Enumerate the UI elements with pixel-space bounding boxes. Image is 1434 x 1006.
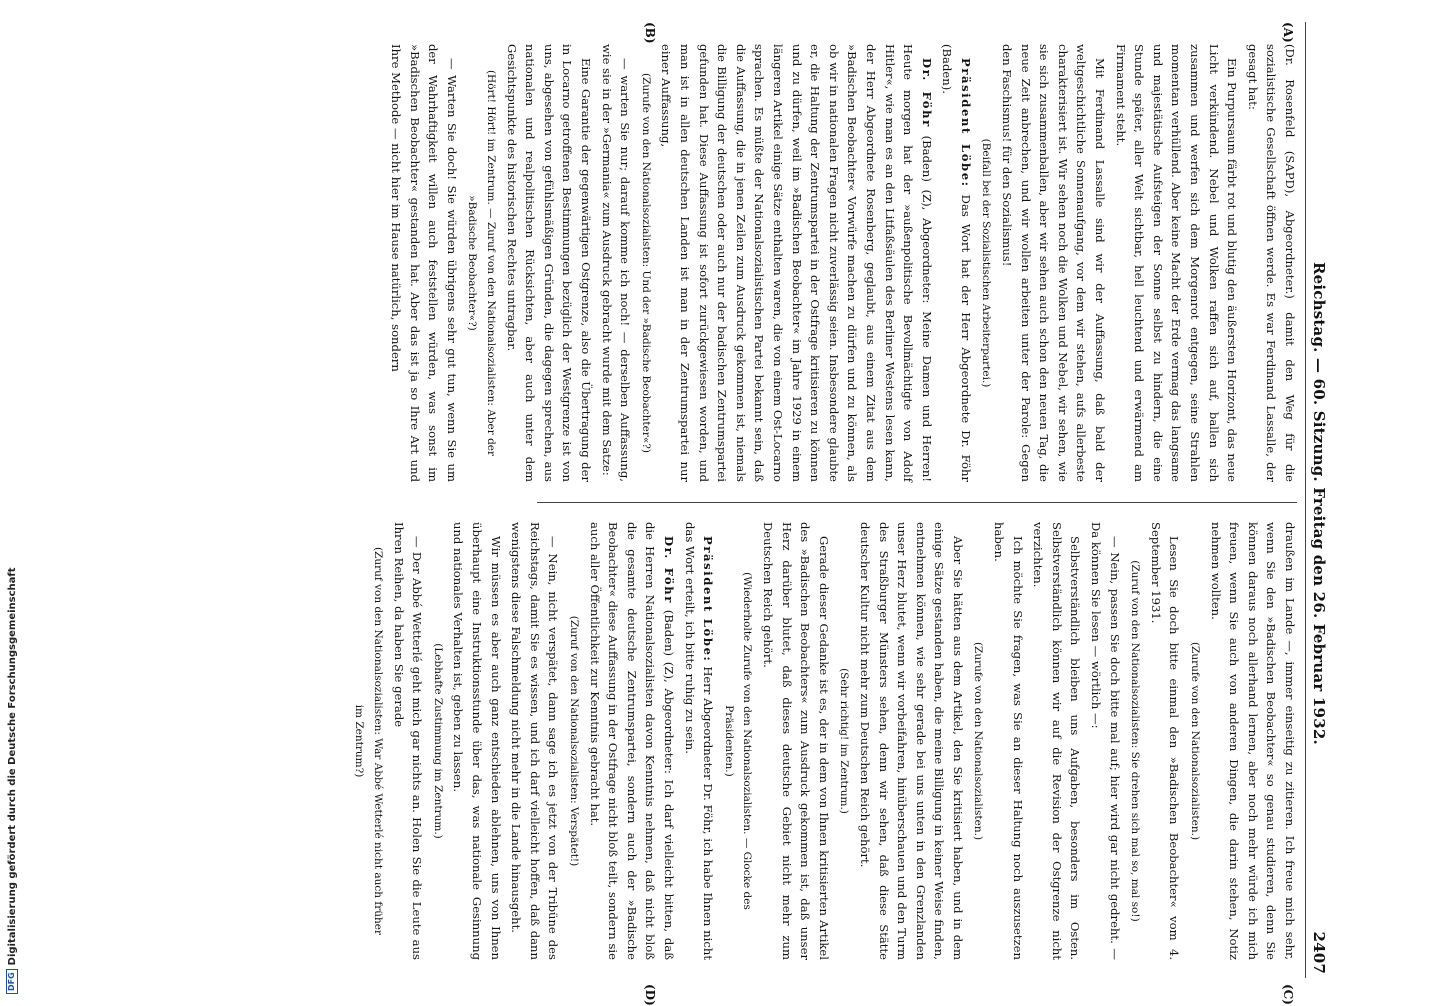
paragraph: Wir müssen es aber auch ganz entschieden ablehnen, uns von Ihnen überhaupt eine Instruktionsstunde über das, was nationale Gesinnung und nationales Verhalten ist, geben zu lassen. — [451, 522, 503, 960]
quote-paragraph: Selbstverständlich bleiben uns Aufgaben, besonders im Osten. Selbstverständlich können wir auf die Revision der Ostgrenze nicht verzichten. — [1031, 522, 1083, 960]
speaker-paragraph — [938, 44, 975, 482]
speech-text: (Baden) (Z), Abgeordneter: Meine Damen und Herren! Heute morgen hat der »außenpolitische Bevollmächtigte von Adolf Hitler«, wie man es an den Litfaßsäulen des Berliner Westens lesen kann, der Herr Abgeordnete Rosenberg, geglaubt, aus einem Zitat aus dem »Badischen Beobachter« Vorwürfe machen zu dürfen und zu können, als ob wir in nationalen Fragen nicht zuverlässig seien. Insbesondere glaubte er, die Haltung der Zentrumspartei in der Ostfrage kritisieren zu können und zu dürfen, weil im »Badischen Beobachter« im Jahre 1929 in einem längeren Artikel einige Sätze enthalten waren, die von einem Ost-Locarno sprachen. Es müßte der Nationalsozialistischen Partei bekannt sein, daß die Auffassung, die in jenen Zeilen zum Ausdruck gekommen ist, niemals die Billigung der deutschen oder auch nur der badischen Zentrumspartei gefunden hat. Diese Auffassung ist sofort zurückgewiesen worden, und man ist in allen deutschen Landen ist man in der Zentrumspartei nur einer Auffassung, — [659, 44, 934, 483]
paragraph: draußen im Lande —, immer einseitig zu zitieren. Ich freue mich sehr, wenn Sie den »Badischen Beobachter« so genau studieren, denn Sie können daraus noch allerhand lernen, aber noch mehr würde ich mich freuen, wenn Sie auch von anderen Dingen, die darin stehen, Notiz nehmen wollten. — [1208, 522, 1297, 960]
paragraph: Aber Sie hätten aus dem Artikel, den Sie kritisiert haben, und in dem einige Sätze gestanden haben, die meine Billigung in keiner Weise finden, entnehmen können, wie sehr gerade bei uns unten in den Grenzlanden unser Herz blutet, wenn wir vorbeifahren, hinüberschauen und den Turm des Straßburger Münsters sehen, denn wir sehen, daß diese Stätte deutscher Kultur nicht mehr zum Deutschen Reich gehört. — [857, 522, 965, 960]
credit-text: Digitalisierung gefördert durch die Deutsche Forschungsgemeinschaft — [7, 567, 18, 966]
rotated-document-page — [112, 0, 1342, 1006]
speaker-name: Dr. Föhr — [662, 536, 676, 604]
interjection: (Zuruf von den Nationalsozialisten: War Abbé Wetterlé nicht auch früher im Zentrum?) — [353, 546, 385, 936]
left-column — [385, 44, 1300, 482]
interjection: (Zuruf von den Nationalsozialisten: Verspätet!) — [568, 615, 581, 867]
speaker-name: Präsident Löbe: — [701, 536, 716, 663]
speech-text: (Baden) (Z), Abgeordneter: Ich darf vielleicht bitten, daß die Herren Nationalsozialisten davon Kenntnis nehmen, daß nicht bloß die gesamte deutsche Zentrumspartei, sondern auch der »Badische Beobachter« diese Auffassung in der Ostfrage nicht bloß teilt, sondern sie auch aller Öffentlichkeit zur Kenntnis gebracht hat. — [587, 522, 676, 960]
speaker-paragraph — [585, 522, 678, 960]
page-number: 2407 — [1310, 931, 1328, 974]
paragraph: — Warten Sie doch! Sie würden übrigens sehr gut tun, wenn Sie um der Wahrhaftigkeit willen auch feststellen würden, was sonst im »Badischen Beobachter« gestanden hat. Aber das ist ja so Ihre Art und Ihre Methode — nicht hier im Hause natürlich, sondern — [389, 44, 459, 482]
interjection: (Zurufe von den Nationalsozialisten: Und der »Badische Beobachter«?) — [639, 72, 652, 454]
interjection: (Zurufe von den Nationalsozialisten.) — [1189, 641, 1202, 841]
quote-paragraph: Ein Purpursaum färbt rot und blutig den äußersten Horizont, das neue Licht verkündend. Nebel und Wolken raffen sich auf, ballen sich zusammen und werfen sich dem Morgenrot entgegen, seine Strahlen momentan verhüllend. Aber keine Macht der Erde vermag das langsame und majestätische Aufsteigen der Sonne selbst zu hindern, die eine Stunde später, aller Welt sichtbar, hell leuchtend und erwärmend am Firmament steht. — [1113, 44, 1240, 482]
speaker-paragraph — [680, 522, 717, 960]
interjection: (Wiederholte Zurufe von den Nationalsozialisten. — Glocke des Präsidenten.) — [722, 572, 754, 910]
speaker-name: Präsident Löbe: — [958, 58, 973, 188]
paragraph: (Dr. Rosenfeld (SAPD), Abgeordneter.) damit den Weg für die sozialistische Gesellschaft öffnen werde. Es war Ferdinand Lassalle, der gesagt hat: — [1245, 44, 1297, 482]
margin-mark-b: (B) — [643, 22, 657, 44]
margin-mark-c: (C) — [1281, 984, 1295, 1005]
paragraph: Ich möchte Sie fragen, was Sie an dieser Haltung noch auszusetzen haben. — [992, 522, 1025, 960]
two-column-body — [109, 22, 1299, 1006]
page-title: Reichstag. — 60. Sitzung. Freitag den 26. Februar 1932. — [1310, 262, 1328, 745]
paragraph: — Der Abbé Wetterlé geht mich gar nichts an. Holen Sie die Leute aus Ihren Reihen, da haben Sie gerade — [391, 522, 425, 960]
speaker-name: Dr. Föhr — [919, 58, 934, 128]
interjection: (Zuruf von den Nationalsozialisten: Sie drehen sich mal so, mal so!) — [1129, 560, 1142, 922]
dfg-logo: DFG — [6, 969, 18, 994]
paragraph: — Nein, passen Sie doch bitte mal auf; hier wird gar nicht gedreht. — Da können Sie lesen — wörtlich —: — [1089, 522, 1122, 960]
column-divider — [537, 502, 1297, 503]
speech-text: Herr Abgeordneter Dr. Föhr, ich habe Ihnen nicht das Wort erteilt, ich bitte ruhig zu sein. — [682, 522, 716, 960]
digitization-credit — [6, 0, 18, 994]
speaker-paragraph — [657, 44, 936, 482]
interjection: (Lebhafte Zustimmung im Zentrum.) — [431, 643, 444, 839]
speech-text: Das Wort hat der Herr Abgeordnete Dr. Föhr (Baden). — [940, 44, 973, 482]
paragraph: — warten Sie nur; darauf komme ich noch! — derselben Auffassung, wie sie in der »Germania« zum Ausdruck gebracht wurde mit dem Satze: — [599, 44, 633, 482]
paragraph: Mit Ferdinand Lassalle sind wir der Auffassung, daß bald der weltgeschichtliche Sonnenaufgang, vor dem wir stehen, aufs allerbeste charakterisiert ist. Wir sehen noch die Wolken und Nebel, wir sehen, wie sie sich zusammenballen, aber wir sehen auch schon den neuen Tag, die neue Zeit anbrechen, und wir wollen arbeiten unter der Parole: Gegen den Faschismus! für den Sozialismus! — [1000, 44, 1108, 482]
interjection: (Beifall bei der Sozialistischen Arbeiterpartei.) — [980, 138, 993, 388]
paragraph: — Nein, nicht verspätet, dann sage ich es jetzt von der Tribüne des Reichstags, damit Sie es wissen, und ich darf vielleicht hoffen, daß dann wenigstens diese Falschmeldung nicht mehr in die Lande hinausgeht. — [509, 522, 561, 960]
interjection: (Sehr richtig! im Zentrum.) — [838, 668, 851, 814]
interjection: (Hört! Hört! im Zentrum. — Zuruf von den Nationalsozialisten: Aber der »Badische Beobachter«?) — [466, 69, 498, 457]
margin-mark-d: (D) — [643, 984, 657, 1006]
paragraph: Lesen Sie doch bitte einmal den »Badischen Beobachter« vom 4. September 1931. — [1148, 522, 1182, 960]
paragraph: Gerade dieser Gedanke ist es, der in dem von Ihnen kritisierten Artikel des »Badischen Beobachters« zum Ausdruck gekommen ist, daß unser Herz darüber blutet, daß dieses deutsche Gebiet nicht mehr zum Deutschen Reich gehört. — [760, 522, 831, 960]
right-column — [348, 522, 1299, 960]
margin-mark-a: (A) — [1281, 22, 1295, 43]
page-header — [1305, 22, 1328, 978]
quote-paragraph: Eine Garantie der gegenwärtigen Ostgrenze, also die Übertragung der in Locarno getroffenen Bestimmungen bezüglich der Westgrenze ist von uns, abgesehen von gefühlsmäßigen Gründen, die dagegen sprechen, aus nationalen und realpolitischen Rücksichten, aber auch unter dem Gesichtspunkte des historischen Rechtes untragbar. — [504, 44, 594, 482]
interjection: (Zurufe von den Nationalsozialisten.) — [972, 641, 985, 841]
